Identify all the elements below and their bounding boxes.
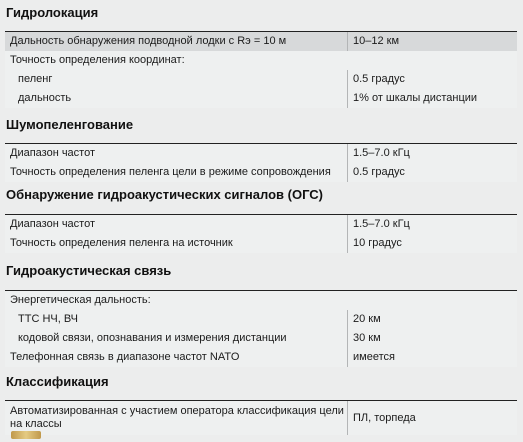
row-value: 30 км — [353, 332, 381, 344]
row-label: ТТС НЧ, ВЧ — [5, 310, 348, 329]
table-row — [5, 215, 517, 234]
row-label: Автоматизированная с участием оператора классификация цели на классы — [5, 401, 348, 435]
row-value: 10 градус — [353, 237, 402, 249]
section-title-signal-detection: Обнаружение гидроакустических сигналов (ОГС) — [6, 187, 323, 202]
row-value: 1% от шкалы дистанции — [353, 92, 478, 104]
table-row — [5, 291, 517, 310]
row-label: Телефонная связь в диапазоне частот NATO — [5, 348, 348, 367]
row-value: 1.5–7.0 кГц — [353, 218, 410, 230]
table-noise-direction-finding — [5, 143, 517, 182]
row-value: 0.5 градус — [353, 166, 405, 178]
row-value: ПЛ, торпеда — [353, 411, 416, 424]
section-title-acoustic-communication: Гидроакустическая связь — [6, 263, 172, 278]
table-row — [5, 310, 517, 329]
table-signal-detection — [5, 214, 517, 253]
table-row — [5, 70, 517, 89]
row-value: 0.5 градус — [353, 73, 405, 85]
section-title-noise-direction-finding: Шумопеленгование — [6, 117, 134, 132]
row-label: Точность определения пеленга на источник — [5, 234, 348, 253]
table-row — [5, 51, 517, 70]
table-row — [5, 144, 517, 163]
section-title-sonar: Гидролокация — [6, 5, 99, 20]
table-acoustic-communication — [5, 290, 517, 367]
row-value: 10–12 км — [353, 35, 400, 47]
table-row — [5, 329, 517, 348]
row-value: 20 км — [353, 313, 381, 325]
table-sonar — [5, 31, 517, 108]
row-label: пеленг — [5, 70, 348, 89]
row-label: Диапазон частот — [5, 144, 348, 163]
watermark-logo — [11, 431, 41, 439]
table-row — [5, 348, 517, 367]
table-row — [5, 163, 517, 182]
table-row — [5, 401, 517, 435]
section-title-classification: Классификация — [6, 374, 109, 389]
row-label: Дальность обнаружения подводной лодки с Rэ = 10 м — [5, 32, 348, 51]
table-classification — [5, 400, 517, 435]
row-label: Энергетическая дальность: — [10, 294, 151, 306]
row-label: Диапазон частот — [5, 215, 348, 234]
row-value: имеется — [353, 351, 395, 363]
row-label: дальность — [5, 89, 348, 108]
table-row — [5, 234, 517, 253]
row-label: Точность определения координат: — [10, 54, 185, 66]
row-label: кодовой связи, опознавания и измерения дистанции — [5, 329, 348, 348]
row-value: 1.5–7.0 кГц — [353, 147, 410, 159]
table-row — [5, 32, 517, 51]
table-row — [5, 89, 517, 108]
row-label: Точность определения пеленга цели в режиме сопровождения — [5, 163, 348, 182]
